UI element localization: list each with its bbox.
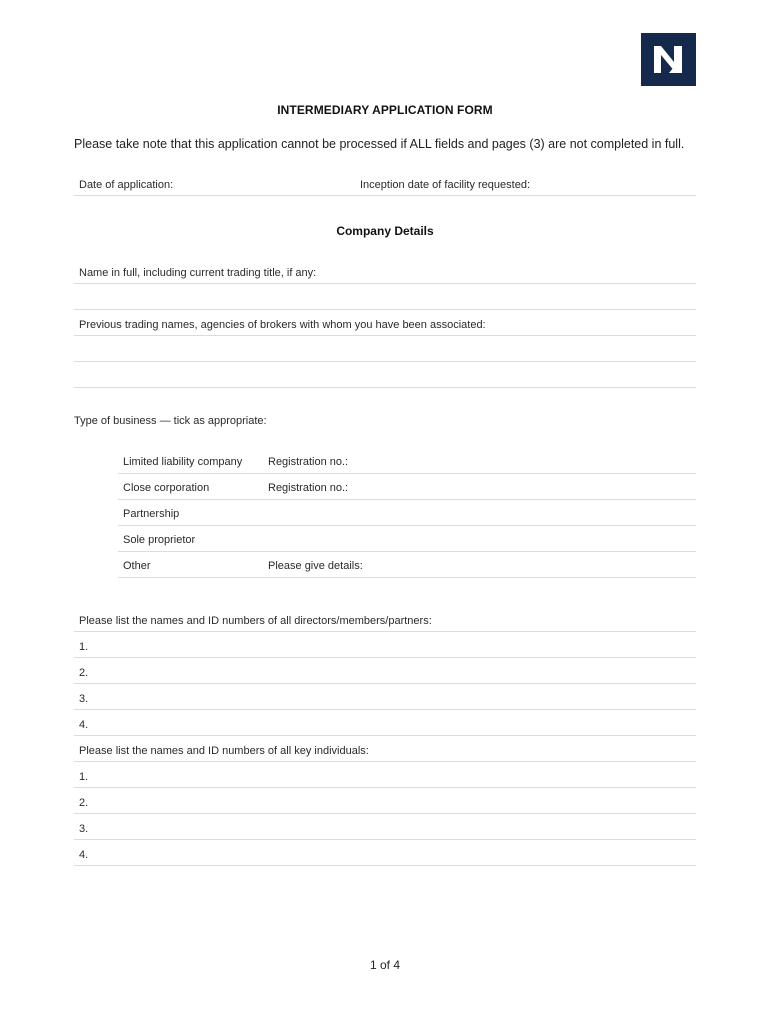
- director-number: 4.: [79, 719, 89, 731]
- previous-names-label: Previous trading names, agencies of brokers with whom you have been associated:: [79, 319, 486, 331]
- business-type-name: Other: [123, 560, 151, 572]
- business-type-option[interactable]: [118, 552, 696, 578]
- date-of-application-label: Date of application:: [79, 179, 174, 191]
- key-individual-entry-line[interactable]: [74, 788, 696, 814]
- business-type-option[interactable]: [118, 448, 696, 474]
- director-entry-line[interactable]: [74, 710, 696, 736]
- business-type-detail: Please give details:: [268, 560, 363, 572]
- company-details-heading: Company Details: [336, 224, 434, 238]
- key-individual-entry-line[interactable]: [74, 814, 696, 840]
- business-type-name: Sole proprietor: [123, 534, 196, 546]
- directors-heading-row: [74, 606, 696, 632]
- key-individual-number: 1.: [79, 771, 89, 783]
- key-individual-entry-line[interactable]: [74, 762, 696, 788]
- director-entry-line[interactable]: [74, 658, 696, 684]
- page-indicator: 1 of 4: [369, 958, 401, 972]
- business-type-detail: Registration no.:: [268, 482, 349, 494]
- completion-notice: Please take note that this application cannot be processed if ALL fields and pages (3) are not completed in full.: [74, 137, 685, 151]
- inception-date-label: Inception date of facility requested:: [360, 179, 530, 191]
- business-type-label: Type of business — tick as appropriate:: [74, 415, 267, 427]
- key-individuals-label: Please list the names and ID numbers of all key individuals:: [79, 745, 369, 757]
- key-individual-number: 2.: [79, 797, 89, 809]
- nm-monogram-logo-icon: [641, 33, 696, 86]
- previous-names-line[interactable]: [74, 336, 696, 362]
- key-individuals-heading-row: [74, 736, 696, 762]
- business-type-option[interactable]: [118, 500, 696, 526]
- key-individual-number: 3.: [79, 823, 89, 835]
- application-dates-row[interactable]: [74, 170, 696, 196]
- business-type-option[interactable]: [118, 474, 696, 500]
- company-name-field[interactable]: [74, 258, 696, 284]
- business-type-name: Limited liability company: [123, 456, 243, 468]
- directors-label: Please list the names and ID numbers of all directors/members/partners:: [79, 615, 432, 627]
- director-number: 1.: [79, 641, 89, 653]
- director-number: 2.: [79, 667, 89, 679]
- company-name-label: Name in full, including current trading title, if any:: [79, 267, 317, 279]
- business-type-option[interactable]: [118, 526, 696, 552]
- form-title: INTERMEDIARY APPLICATION FORM: [277, 103, 493, 117]
- key-individual-number: 4.: [79, 849, 89, 861]
- key-individual-entry-line[interactable]: [74, 840, 696, 866]
- director-entry-line[interactable]: [74, 632, 696, 658]
- business-type-name: Partnership: [123, 508, 180, 520]
- previous-names-line[interactable]: [74, 362, 696, 388]
- company-name-line[interactable]: [74, 284, 696, 310]
- previous-names-field[interactable]: [74, 310, 696, 336]
- director-number: 3.: [79, 693, 89, 705]
- company-logo: [641, 33, 696, 86]
- director-entry-line[interactable]: [74, 684, 696, 710]
- business-type-name: Close corporation: [123, 482, 210, 494]
- business-type-detail: Registration no.:: [268, 456, 349, 468]
